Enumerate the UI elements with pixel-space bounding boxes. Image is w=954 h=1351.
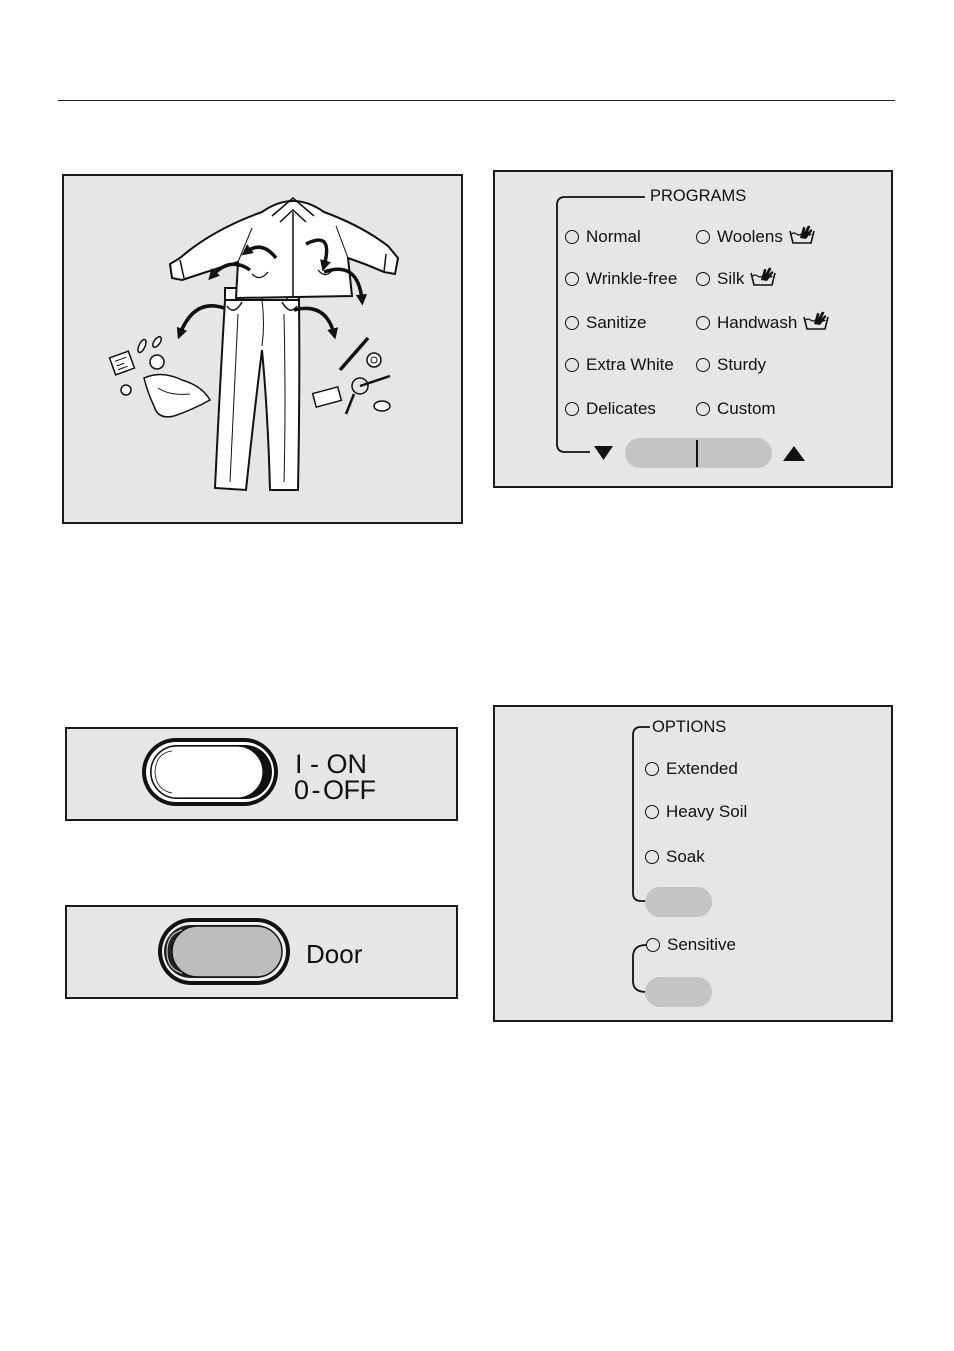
option-soak <box>645 847 705 867</box>
option-label: Heavy Soil <box>666 802 748 821</box>
options-button <box>645 887 712 917</box>
down-triangle-icon <box>594 446 613 460</box>
program-label: Silk <box>717 269 745 288</box>
handwash-icon <box>750 266 776 286</box>
program-sturdy <box>696 355 766 375</box>
program-extra-white <box>565 355 674 375</box>
indicator-light <box>696 358 710 372</box>
program-label: Wrinkle-free <box>586 269 678 288</box>
power-switch-panel <box>65 727 458 821</box>
indicator-light <box>565 402 579 416</box>
indicator-light <box>645 805 659 819</box>
indicator-light <box>565 358 579 372</box>
option-extended <box>645 759 738 779</box>
jacket-drawing <box>170 198 398 298</box>
up-triangle-icon <box>783 446 805 461</box>
program-handwash <box>696 313 829 333</box>
indicator-light <box>645 850 659 864</box>
indicator-light <box>696 402 710 416</box>
door-label: Door <box>306 939 363 969</box>
programs-title: PROGRAMS <box>650 187 747 205</box>
option-label: Extended <box>666 759 738 778</box>
indicator-light <box>696 272 710 286</box>
selector-divider <box>696 440 698 467</box>
program-label: Sanitize <box>586 313 647 332</box>
option-label: Soak <box>666 847 705 866</box>
indicator-light <box>565 272 579 286</box>
program-selector-bar <box>625 438 772 468</box>
power-button <box>142 738 278 806</box>
program-silk <box>696 269 776 289</box>
options-panel <box>493 705 893 1022</box>
indicator-light <box>696 230 710 244</box>
handwash-icon <box>803 310 829 330</box>
program-wrinkle-free <box>565 269 677 289</box>
program-label: Woolens <box>717 227 783 246</box>
program-delicates <box>565 399 656 419</box>
program-label: Custom <box>717 399 776 418</box>
door-button <box>158 918 290 985</box>
pocket-items-right <box>313 338 390 414</box>
header-rule <box>58 100 895 101</box>
options-title: OPTIONS <box>652 718 727 736</box>
program-normal <box>565 227 641 247</box>
program-custom <box>696 399 776 419</box>
program-label: Extra White <box>586 355 674 374</box>
sensitive-button <box>645 977 712 1007</box>
indicator-light <box>696 316 710 330</box>
program-label: Normal <box>586 227 641 246</box>
option-heavy-soil <box>645 802 747 822</box>
indicator-light <box>645 762 659 776</box>
clothing-pockets-illustration <box>62 174 463 524</box>
pants-drawing <box>215 288 299 490</box>
indicator-light <box>646 938 660 952</box>
program-sanitize <box>565 313 646 333</box>
program-woolens <box>696 227 815 247</box>
program-label: Handwash <box>717 313 798 332</box>
option-sensitive <box>646 935 736 955</box>
sensitive-bracket-line <box>633 945 646 992</box>
indicator-light <box>565 230 579 244</box>
door-button-panel <box>65 905 458 999</box>
empty-pockets-illustration-panel <box>62 174 463 524</box>
option-label: Sensitive <box>667 935 736 954</box>
programs-panel <box>493 170 893 488</box>
program-label: Sturdy <box>717 355 767 374</box>
program-label: Delicates <box>586 399 656 418</box>
pocket-items-left <box>110 335 210 417</box>
indicator-light <box>565 316 579 330</box>
power-on-label: I - ON <box>295 749 367 779</box>
power-off-label: 0 - OFF <box>294 775 376 805</box>
handwash-icon <box>789 224 815 244</box>
